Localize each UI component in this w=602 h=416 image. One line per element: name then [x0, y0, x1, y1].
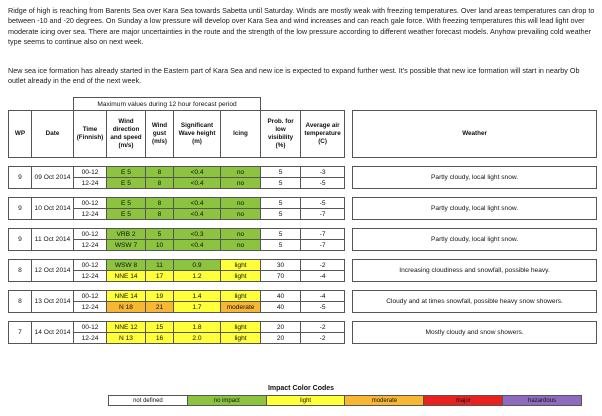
time-cell: 12-24 — [74, 209, 107, 220]
table-row — [9, 260, 597, 271]
weather-cell: Increasing cloudiness and snowfall, possible heavy. — [353, 260, 597, 282]
weather-cell: Mostly cloudy and snow showers. — [353, 322, 597, 344]
icing-cell: no — [221, 178, 261, 189]
waypoint-cell: 7 — [9, 322, 32, 344]
impact-legend — [108, 395, 582, 406]
wind-cell: N 13 — [107, 333, 146, 344]
gust-cell: 5 — [146, 229, 174, 240]
forecast-paragraph-2: New sea ice formation has already started in the Eastern part of Kara Sea and new ice is expected to expand further west. It's possible that new ice formation will start in nearby Ob outlet already in the end of the next week. — [8, 66, 580, 86]
wave-cell: 1.4 — [174, 291, 221, 302]
wind-cell: NNE 12 — [107, 322, 146, 333]
temperature-cell: -7 — [301, 240, 345, 251]
legend-title: Impact Color Codes — [267, 385, 335, 392]
waypoint-cell: 8 — [9, 260, 32, 282]
temperature-cell: -5 — [301, 302, 345, 313]
time-cell: 12-24 — [74, 333, 107, 344]
visibility-cell: 5 — [261, 178, 301, 189]
wind-cell: NNE 14 — [107, 291, 146, 302]
gust-cell: 11 — [146, 260, 174, 271]
icing-cell: no — [221, 240, 261, 251]
weather-cell: Cloudy and at times snowfall, possible heavy snow showers. — [353, 291, 597, 313]
icing-cell: moderate — [221, 302, 261, 313]
icing-cell: light — [221, 322, 261, 333]
visibility-cell: 5 — [261, 198, 301, 209]
wave-cell: 0.9 — [174, 260, 221, 271]
visibility-cell: 5 — [261, 240, 301, 251]
waypoint-cell: 8 — [9, 291, 32, 313]
gust-cell: 10 — [146, 240, 174, 251]
visibility-cell: 70 — [261, 271, 301, 282]
forecast-paragraph-1: Ridge of high is reaching from Barents Sea over Kara Sea towards Sabetta until Saturday. Winds are mostly weak with freezing temperatures. Over land areas temperatures can drop to between -10 and -20 degrees. On Sunday a low pressure will develop over Kara Sea and wind increases and can reach gale force. With freezing temperatures this will lead light over moderate icing over sea. There are major uncertainties in the route and the strength of the low pressure according to different weather forecast models. Anyhow prevailing cold weather type seems to continue also on next week. — [8, 6, 595, 47]
wave-cell: <0.3 — [174, 229, 221, 240]
legend-no-impact: no impact — [187, 396, 266, 406]
forecast-table — [8, 97, 597, 344]
wind-cell: VRB 2 — [107, 229, 146, 240]
wind-cell: NNE 14 — [107, 271, 146, 282]
wave-cell: 2.0 — [174, 333, 221, 344]
waypoint-cell: 9 — [9, 167, 32, 189]
time-cell: 00-12 — [74, 229, 107, 240]
icing-cell: no — [221, 198, 261, 209]
wind-cell: N 18 — [107, 302, 146, 313]
header-wave: Significant Wave height (m) — [174, 111, 221, 158]
table-row — [9, 322, 597, 333]
icing-cell: light — [221, 260, 261, 271]
time-cell: 00-12 — [74, 291, 107, 302]
wind-cell: E 5 — [107, 167, 146, 178]
date-cell: 13 Oct 2014 — [32, 291, 74, 313]
header-temperature: Average air temperature (C) — [301, 111, 345, 158]
weather-cell: Partly cloudy, local light snow. — [353, 229, 597, 251]
legend-moderate: moderate — [345, 396, 424, 406]
wind-cell: E 5 — [107, 209, 146, 220]
time-cell: 12-24 — [74, 178, 107, 189]
date-cell: 14 Oct 2014 — [32, 322, 74, 344]
temperature-cell: -5 — [301, 178, 345, 189]
wave-cell: <0.4 — [174, 178, 221, 189]
temperature-cell: -7 — [301, 209, 345, 220]
header-time: Time (Finnish) — [74, 111, 107, 158]
legend-major: major — [424, 396, 503, 406]
waypoint-cell: 9 — [9, 229, 32, 251]
gust-cell: 15 — [146, 322, 174, 333]
gust-cell: 21 — [146, 302, 174, 313]
time-cell: 12-24 — [74, 240, 107, 251]
table-row — [9, 167, 597, 178]
legend-light: light — [266, 396, 345, 406]
wave-cell: 1.7 — [174, 302, 221, 313]
waypoint-cell: 9 — [9, 198, 32, 220]
visibility-cell: 40 — [261, 291, 301, 302]
wave-cell: <0.4 — [174, 240, 221, 251]
wave-cell: <0.4 — [174, 209, 221, 220]
visibility-cell: 5 — [261, 167, 301, 178]
icing-cell: light — [221, 271, 261, 282]
date-cell: 11 Oct 2014 — [32, 229, 74, 251]
date-cell: 10 Oct 2014 — [32, 198, 74, 220]
table-row — [9, 291, 597, 302]
visibility-cell: 5 — [261, 229, 301, 240]
legend-hazardous: hazardous — [503, 396, 582, 406]
wind-cell: E 5 — [107, 178, 146, 189]
wind-cell: WSW 8 — [107, 260, 146, 271]
visibility-cell: 30 — [261, 260, 301, 271]
visibility-cell: 20 — [261, 333, 301, 344]
table-row — [9, 229, 597, 240]
table-row — [9, 198, 597, 209]
time-cell: 00-12 — [74, 322, 107, 333]
gust-cell: 16 — [146, 333, 174, 344]
date-cell: 12 Oct 2014 — [32, 260, 74, 282]
visibility-cell: 20 — [261, 322, 301, 333]
gust-cell: 17 — [146, 271, 174, 282]
temperature-cell: -4 — [301, 271, 345, 282]
header-wind: Wind direction and speed (m/s) — [107, 111, 146, 158]
wave-cell: 1.2 — [174, 271, 221, 282]
gust-cell: 8 — [146, 209, 174, 220]
wind-cell: E 5 — [107, 198, 146, 209]
time-cell: 00-12 — [74, 198, 107, 209]
temperature-cell: -5 — [301, 198, 345, 209]
time-cell: 00-12 — [74, 167, 107, 178]
temperature-cell: -3 — [301, 167, 345, 178]
wave-cell: <0.4 — [174, 167, 221, 178]
date-cell: 09 Oct 2014 — [32, 167, 74, 189]
gust-cell: 19 — [146, 291, 174, 302]
header-icing: Icing — [221, 111, 261, 158]
icing-cell: light — [221, 333, 261, 344]
header-gust: Wind gust (m/s) — [146, 111, 174, 158]
header-date: Date — [32, 111, 74, 158]
gust-cell: 8 — [146, 167, 174, 178]
header-wp: WP — [9, 111, 32, 158]
header-weather: Weather — [353, 111, 597, 158]
weather-cell: Partly cloudy, local light snow. — [353, 167, 597, 189]
gust-cell: 8 — [146, 198, 174, 209]
gust-cell: 8 — [146, 178, 174, 189]
icing-cell: no — [221, 167, 261, 178]
icing-cell: no — [221, 209, 261, 220]
time-cell: 12-24 — [74, 271, 107, 282]
legend-not-defined: not defined — [109, 396, 188, 406]
group-header: Maximum values during 12 hour forecast period — [74, 98, 261, 111]
wave-cell: 1.8 — [174, 322, 221, 333]
weather-cell: Partly cloudy, local light snow. — [353, 198, 597, 220]
header-visibility: Prob. for low visibility (%) — [261, 111, 301, 158]
wind-cell: WSW 7 — [107, 240, 146, 251]
visibility-cell: 40 — [261, 302, 301, 313]
temperature-cell: -2 — [301, 260, 345, 271]
icing-cell: light — [221, 291, 261, 302]
temperature-cell: -4 — [301, 291, 345, 302]
wave-cell: <0.4 — [174, 198, 221, 209]
temperature-cell: -2 — [301, 322, 345, 333]
icing-cell: no — [221, 229, 261, 240]
time-cell: 00-12 — [74, 260, 107, 271]
time-cell: 12-24 — [74, 302, 107, 313]
temperature-cell: -7 — [301, 229, 345, 240]
temperature-cell: -2 — [301, 333, 345, 344]
visibility-cell: 5 — [261, 209, 301, 220]
